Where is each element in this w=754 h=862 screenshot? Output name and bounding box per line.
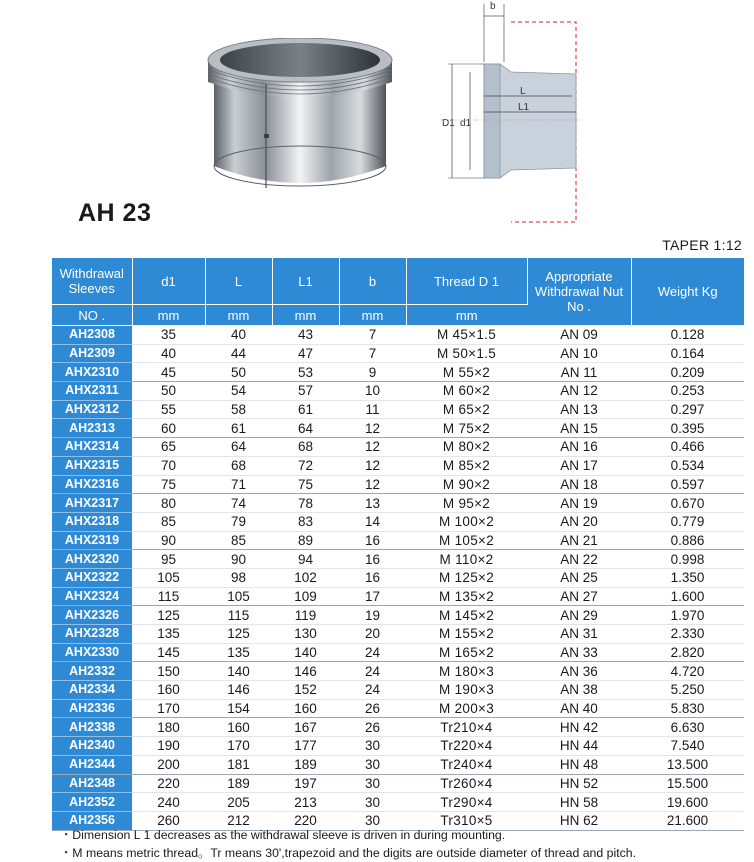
cell-d1: 50 <box>132 382 205 401</box>
cell-d1: 85 <box>132 512 205 531</box>
cell-thread: M 145×2 <box>406 606 527 625</box>
cell-b: 16 <box>339 531 406 550</box>
cell-L: 212 <box>205 811 272 830</box>
cell-nut-no: AN 27 <box>527 587 631 606</box>
table-row <box>52 438 744 457</box>
unit-L: mm <box>205 305 272 326</box>
cell-b: 30 <box>339 755 406 774</box>
table-row <box>52 681 744 700</box>
table-row <box>52 382 744 401</box>
cell-L: 54 <box>205 382 272 401</box>
cell-d1: 45 <box>132 363 205 382</box>
footnote-dimension: ・Dimension L 1 decreases as the withdrawal sleeve is driven in during mounting. <box>60 828 506 842</box>
table-row <box>52 512 744 531</box>
table-row <box>52 326 744 345</box>
cell-sleeve-no: AHX2328 <box>52 625 132 644</box>
cell-nut-no: AN 18 <box>527 475 631 494</box>
cell-thread: M 85×2 <box>406 456 527 475</box>
series-title: AH 23 <box>78 199 152 227</box>
cell-thread: M 155×2 <box>406 625 527 644</box>
cell-L1: 130 <box>272 625 339 644</box>
cell-nut-no: AN 36 <box>527 662 631 681</box>
cell-b: 24 <box>339 662 406 681</box>
table-header-row <box>52 258 744 305</box>
cell-L: 189 <box>205 774 272 793</box>
cell-L1: 68 <box>272 438 339 457</box>
cell-L: 115 <box>205 606 272 625</box>
cell-thread: M 50×1.5 <box>406 344 527 363</box>
cell-thread: M 80×2 <box>406 438 527 457</box>
cell-weight: 21.600 <box>631 811 744 830</box>
cell-nut-no: AN 38 <box>527 681 631 700</box>
cell-L: 74 <box>205 494 272 513</box>
cell-sleeve-no: AH2348 <box>52 774 132 793</box>
cell-d1: 55 <box>132 400 205 419</box>
cell-L1: 53 <box>272 363 339 382</box>
cell-thread: M 135×2 <box>406 587 527 606</box>
cell-L: 146 <box>205 681 272 700</box>
table-row <box>52 494 744 513</box>
cell-nut-no: AN 15 <box>527 419 631 438</box>
cell-L1: 152 <box>272 681 339 700</box>
cell-thread: M 90×2 <box>406 475 527 494</box>
header-L: L <box>205 258 272 305</box>
cell-L1: 197 <box>272 774 339 793</box>
footnote-thread: ・M means metric thread。Tr means 30',trapezoid and the digits are outside diameter of thread and pitch. <box>60 846 637 860</box>
table-row <box>52 662 744 681</box>
sleeve-section-drawing <box>436 0 586 225</box>
cell-d1: 180 <box>132 718 205 737</box>
cell-L: 58 <box>205 400 272 419</box>
cell-L: 125 <box>205 625 272 644</box>
cell-d1: 70 <box>132 456 205 475</box>
cell-sleeve-no: AHX2319 <box>52 531 132 550</box>
cell-L1: 167 <box>272 718 339 737</box>
cell-b: 24 <box>339 681 406 700</box>
cell-sleeve-no: AH2308 <box>52 326 132 345</box>
cell-thread: M 55×2 <box>406 363 527 382</box>
cell-b: 7 <box>339 344 406 363</box>
cell-nut-no: AN 09 <box>527 326 631 345</box>
cell-L: 40 <box>205 326 272 345</box>
cell-d1: 240 <box>132 793 205 812</box>
cell-b: 26 <box>339 699 406 718</box>
cell-weight: 0.209 <box>631 363 744 382</box>
cell-nut-no: AN 10 <box>527 344 631 363</box>
cell-L1: 61 <box>272 400 339 419</box>
cell-thread: M 75×2 <box>406 419 527 438</box>
cell-weight: 15.500 <box>631 774 744 793</box>
cell-weight: 2.820 <box>631 643 744 662</box>
cell-nut-no: AN 31 <box>527 625 631 644</box>
cell-L1: 189 <box>272 755 339 774</box>
cell-nut-no: AN 22 <box>527 550 631 569</box>
cell-weight: 0.597 <box>631 475 744 494</box>
cell-L: 64 <box>205 438 272 457</box>
footnotes <box>60 826 636 862</box>
cell-b: 12 <box>339 456 406 475</box>
cell-weight: 1.350 <box>631 568 744 587</box>
cell-b: 12 <box>339 438 406 457</box>
cell-thread: Tr220×4 <box>406 737 527 756</box>
cell-thread: M 110×2 <box>406 550 527 569</box>
dim-b-label: b <box>490 1 496 12</box>
cell-nut-no: AN 17 <box>527 456 631 475</box>
cell-L1: 177 <box>272 737 339 756</box>
cell-L1: 83 <box>272 512 339 531</box>
cell-b: 10 <box>339 382 406 401</box>
cell-b: 24 <box>339 643 406 662</box>
cell-thread: M 165×2 <box>406 643 527 662</box>
header-sleeve-no: Withdrawal Sleeves <box>52 258 132 305</box>
cell-thread: M 125×2 <box>406 568 527 587</box>
cell-d1: 80 <box>132 494 205 513</box>
cell-L1: 43 <box>272 326 339 345</box>
cell-thread: Tr260×4 <box>406 774 527 793</box>
cell-sleeve-no: AHX2314 <box>52 438 132 457</box>
cell-weight: 0.466 <box>631 438 744 457</box>
table-row <box>52 419 744 438</box>
unit-b: mm <box>339 305 406 326</box>
cell-weight: 2.330 <box>631 625 744 644</box>
cell-nut-no: AN 16 <box>527 438 631 457</box>
table-row <box>52 531 744 550</box>
table-row <box>52 456 744 475</box>
table-row <box>52 774 744 793</box>
header-d1: d1 <box>132 258 205 305</box>
cell-weight: 0.670 <box>631 494 744 513</box>
cell-sleeve-no: AH2338 <box>52 718 132 737</box>
cell-weight: 0.534 <box>631 456 744 475</box>
dim-L1-label: L1 <box>518 102 530 113</box>
cell-thread: Tr240×4 <box>406 755 527 774</box>
cell-thread: Tr310×5 <box>406 811 527 830</box>
withdrawal-sleeve-image <box>200 38 400 198</box>
cell-sleeve-no: AHX2320 <box>52 550 132 569</box>
cell-nut-no: HN 52 <box>527 774 631 793</box>
header-weight: Weight Kg <box>631 258 744 326</box>
cell-thread: Tr290×4 <box>406 793 527 812</box>
unit-d1: mm <box>132 305 205 326</box>
cell-L1: 57 <box>272 382 339 401</box>
cell-weight: 1.600 <box>631 587 744 606</box>
cell-thread: M 190×3 <box>406 681 527 700</box>
cell-sleeve-no: AHX2311 <box>52 382 132 401</box>
cell-sleeve-no: AHX2326 <box>52 606 132 625</box>
cell-thread: M 95×2 <box>406 494 527 513</box>
cell-b: 14 <box>339 512 406 531</box>
cell-L1: 64 <box>272 419 339 438</box>
cell-b: 7 <box>339 326 406 345</box>
table-row <box>52 587 744 606</box>
cell-L: 85 <box>205 531 272 550</box>
cell-thread: M 180×3 <box>406 662 527 681</box>
table-row <box>52 737 744 756</box>
cell-d1: 105 <box>132 568 205 587</box>
cell-weight: 0.395 <box>631 419 744 438</box>
cell-d1: 150 <box>132 662 205 681</box>
cell-sleeve-no: AHX2315 <box>52 456 132 475</box>
cell-L1: 75 <box>272 475 339 494</box>
unit-sleeve-no: NO . <box>52 305 132 326</box>
cell-L1: 160 <box>272 699 339 718</box>
table-row <box>52 793 744 812</box>
header-b: b <box>339 258 406 305</box>
cell-sleeve-no: AHX2324 <box>52 587 132 606</box>
cell-thread: M 45×1.5 <box>406 326 527 345</box>
cell-weight: 0.886 <box>631 531 744 550</box>
cell-thread: M 100×2 <box>406 512 527 531</box>
cell-L: 170 <box>205 737 272 756</box>
cell-b: 12 <box>339 475 406 494</box>
cell-nut-no: AN 11 <box>527 363 631 382</box>
cell-sleeve-no: AH2340 <box>52 737 132 756</box>
cell-sleeve-no: AHX2310 <box>52 363 132 382</box>
cell-weight: 4.720 <box>631 662 744 681</box>
cell-L1: 213 <box>272 793 339 812</box>
withdrawal-sleeve-table <box>52 258 744 831</box>
cell-sleeve-no: AHX2317 <box>52 494 132 513</box>
cell-nut-no: AN 19 <box>527 494 631 513</box>
cell-sleeve-no: AH2309 <box>52 344 132 363</box>
cell-L1: 146 <box>272 662 339 681</box>
cell-L1: 220 <box>272 811 339 830</box>
cell-L: 79 <box>205 512 272 531</box>
cell-sleeve-no: AHX2318 <box>52 512 132 531</box>
cell-b: 11 <box>339 400 406 419</box>
cell-L1: 78 <box>272 494 339 513</box>
cell-nut-no: HN 42 <box>527 718 631 737</box>
cell-b: 12 <box>339 419 406 438</box>
cell-b: 16 <box>339 550 406 569</box>
cell-d1: 145 <box>132 643 205 662</box>
header-thread: Thread D 1 <box>406 258 527 305</box>
cell-sleeve-no: AHX2322 <box>52 568 132 587</box>
cell-d1: 60 <box>132 419 205 438</box>
cell-sleeve-no: AH2336 <box>52 699 132 718</box>
cell-nut-no: HN 62 <box>527 811 631 830</box>
cell-L1: 102 <box>272 568 339 587</box>
unit-thread: mm <box>406 305 527 326</box>
cell-d1: 135 <box>132 625 205 644</box>
dim-d1-label: d1 <box>460 118 472 129</box>
cell-L: 154 <box>205 699 272 718</box>
cell-nut-no: HN 44 <box>527 737 631 756</box>
cell-L: 140 <box>205 662 272 681</box>
cell-sleeve-no: AHX2312 <box>52 400 132 419</box>
cell-thread: M 60×2 <box>406 382 527 401</box>
cell-b: 9 <box>339 363 406 382</box>
header-L1: L1 <box>272 258 339 305</box>
cell-weight: 0.297 <box>631 400 744 419</box>
cell-L: 68 <box>205 456 272 475</box>
cell-weight: 6.630 <box>631 718 744 737</box>
cell-L: 135 <box>205 643 272 662</box>
table-row <box>52 625 744 644</box>
cell-nut-no: AN 29 <box>527 606 631 625</box>
cell-nut-no: AN 12 <box>527 382 631 401</box>
cell-weight: 0.998 <box>631 550 744 569</box>
dim-L-label: L <box>520 86 526 97</box>
cell-b: 16 <box>339 568 406 587</box>
cell-L: 44 <box>205 344 272 363</box>
table-row <box>52 550 744 569</box>
cell-b: 30 <box>339 774 406 793</box>
cell-b: 19 <box>339 606 406 625</box>
cell-nut-no: AN 25 <box>527 568 631 587</box>
table-row <box>52 606 744 625</box>
cell-nut-no: AN 13 <box>527 400 631 419</box>
cell-L: 105 <box>205 587 272 606</box>
cell-sleeve-no: AH2344 <box>52 755 132 774</box>
cell-thread: M 105×2 <box>406 531 527 550</box>
table-row <box>52 363 744 382</box>
cell-sleeve-no: AH2332 <box>52 662 132 681</box>
cell-L1: 72 <box>272 456 339 475</box>
cell-nut-no: AN 33 <box>527 643 631 662</box>
cell-weight: 5.250 <box>631 681 744 700</box>
cell-d1: 160 <box>132 681 205 700</box>
table-row <box>52 643 744 662</box>
cell-sleeve-no: AHX2316 <box>52 475 132 494</box>
cell-weight: 5.830 <box>631 699 744 718</box>
cell-L1: 47 <box>272 344 339 363</box>
cell-thread: Tr210×4 <box>406 718 527 737</box>
cell-L1: 109 <box>272 587 339 606</box>
cell-thread: M 200×3 <box>406 699 527 718</box>
cell-d1: 115 <box>132 587 205 606</box>
cell-d1: 95 <box>132 550 205 569</box>
cell-d1: 90 <box>132 531 205 550</box>
table-row <box>52 400 744 419</box>
cell-nut-no: AN 20 <box>527 512 631 531</box>
table-row <box>52 699 744 718</box>
cell-L: 90 <box>205 550 272 569</box>
cell-sleeve-no: AH2352 <box>52 793 132 812</box>
header-nut: Appropriate Withdrawal Nut No . <box>527 258 631 326</box>
cell-L: 50 <box>205 363 272 382</box>
cell-weight: 0.779 <box>631 512 744 531</box>
cell-L: 205 <box>205 793 272 812</box>
cell-b: 30 <box>339 811 406 830</box>
unit-L1: mm <box>272 305 339 326</box>
cell-d1: 170 <box>132 699 205 718</box>
cell-sleeve-no: AH2313 <box>52 419 132 438</box>
cell-b: 30 <box>339 793 406 812</box>
cell-sleeve-no: AH2356 <box>52 811 132 830</box>
cell-d1: 65 <box>132 438 205 457</box>
cell-b: 26 <box>339 718 406 737</box>
cell-weight: 0.253 <box>631 382 744 401</box>
cell-d1: 220 <box>132 774 205 793</box>
cell-d1: 75 <box>132 475 205 494</box>
table-row <box>52 568 744 587</box>
taper-label: TAPER 1:12 <box>662 237 742 253</box>
cell-L1: 89 <box>272 531 339 550</box>
cell-d1: 200 <box>132 755 205 774</box>
cell-weight: 7.540 <box>631 737 744 756</box>
cell-L: 160 <box>205 718 272 737</box>
table-row <box>52 718 744 737</box>
cell-weight: 0.128 <box>631 326 744 345</box>
cell-sleeve-no: AH2334 <box>52 681 132 700</box>
cell-nut-no: AN 21 <box>527 531 631 550</box>
cell-weight: 1.970 <box>631 606 744 625</box>
cell-b: 13 <box>339 494 406 513</box>
cell-L: 61 <box>205 419 272 438</box>
cell-L: 181 <box>205 755 272 774</box>
dim-D1-label: D1 <box>442 118 455 129</box>
cell-L1: 140 <box>272 643 339 662</box>
table-row <box>52 344 744 363</box>
cell-d1: 260 <box>132 811 205 830</box>
cell-b: 20 <box>339 625 406 644</box>
cell-L1: 94 <box>272 550 339 569</box>
cell-b: 30 <box>339 737 406 756</box>
table-row <box>52 755 744 774</box>
cell-d1: 190 <box>132 737 205 756</box>
cell-weight: 13.500 <box>631 755 744 774</box>
table-row <box>52 475 744 494</box>
cell-d1: 125 <box>132 606 205 625</box>
cell-thread: M 65×2 <box>406 400 527 419</box>
cell-L: 98 <box>205 568 272 587</box>
cell-d1: 40 <box>132 344 205 363</box>
cell-d1: 35 <box>132 326 205 345</box>
cell-weight: 19.600 <box>631 793 744 812</box>
cell-L1: 119 <box>272 606 339 625</box>
cell-L: 71 <box>205 475 272 494</box>
cell-nut-no: AN 40 <box>527 699 631 718</box>
cell-b: 17 <box>339 587 406 606</box>
cell-nut-no: HN 58 <box>527 793 631 812</box>
cell-nut-no: HN 48 <box>527 755 631 774</box>
cell-sleeve-no: AHX2330 <box>52 643 132 662</box>
cell-weight: 0.164 <box>631 344 744 363</box>
